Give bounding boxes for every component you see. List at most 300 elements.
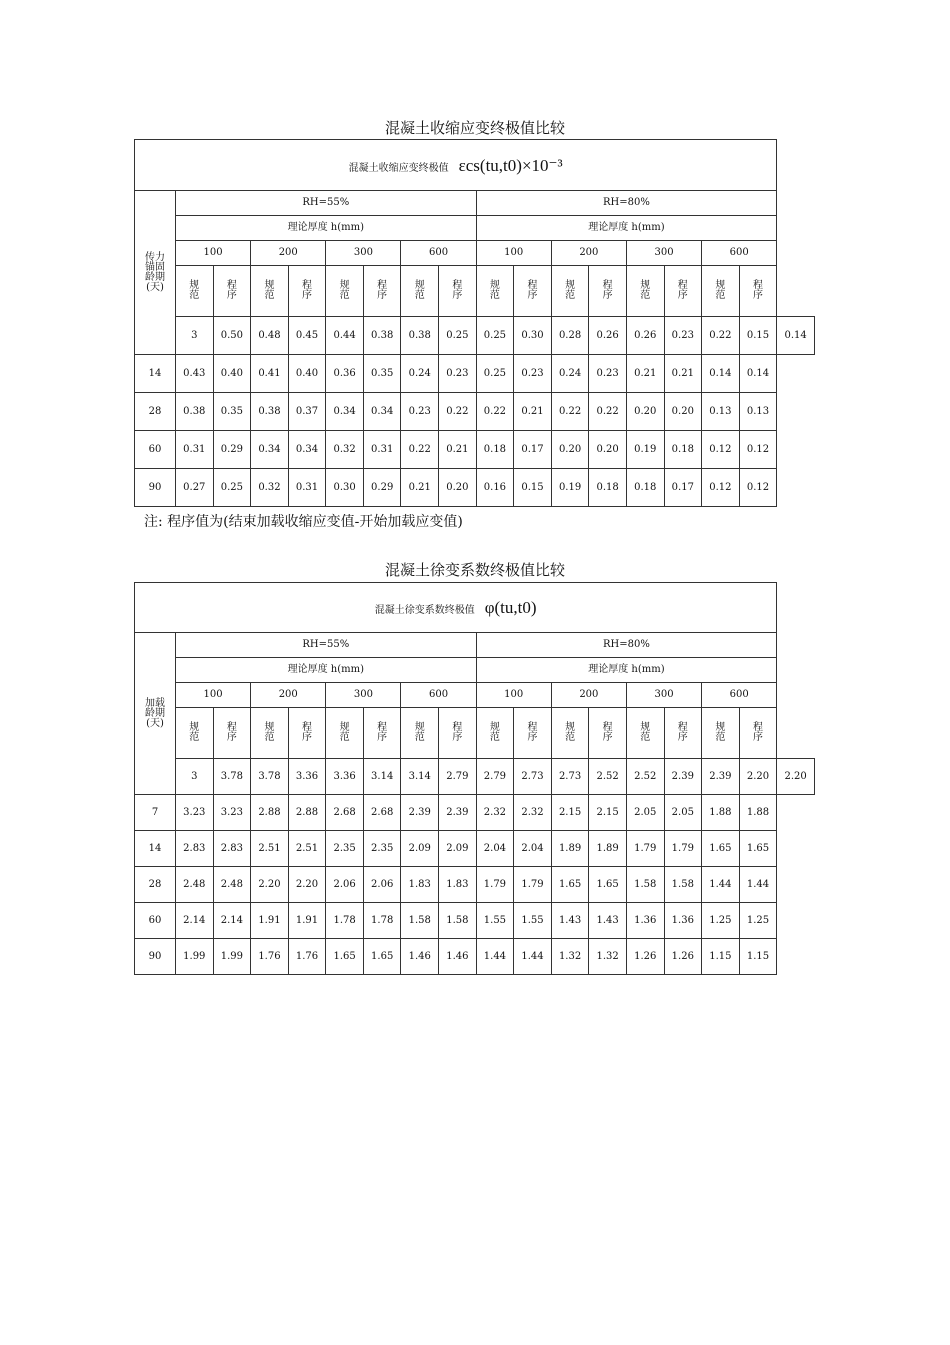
creep-value-cell: 1.32 (589, 939, 627, 975)
shrinkage-subheader-char: 范 (189, 290, 200, 301)
creep-value-cell: 2.09 (401, 831, 439, 867)
creep-value-cell: 2.39 (439, 795, 477, 831)
creep-value-cell: 3.36 (326, 759, 364, 795)
creep-subheader-char: 序 (452, 732, 463, 743)
shrinkage-table-note: 注: 程序值为(结束加载收缩应变值-开始加载应变值) (144, 514, 463, 530)
creep-value-cell: 3.14 (363, 759, 401, 795)
creep-row (135, 795, 815, 831)
creep-subheader-char: 规 (640, 722, 651, 733)
creep-thickness-value: 300 (626, 683, 701, 708)
shrinkage-value-cell: 0.20 (589, 431, 627, 469)
creep-value-cell: 1.44 (702, 867, 740, 903)
creep-value-cell: 2.20 (777, 759, 815, 795)
creep-row (135, 903, 815, 939)
creep-value-cell: 2.14 (176, 903, 214, 939)
creep-value-cell: 1.44 (739, 867, 777, 903)
shrinkage-value-cell: 0.28 (551, 317, 589, 355)
creep-subheader-char: 程 (527, 722, 538, 733)
creep-subheader (439, 708, 477, 759)
shrinkage-thickness-label-row (135, 216, 815, 241)
creep-value-cell: 1.65 (702, 831, 740, 867)
shrinkage-value-cell: 0.14 (739, 355, 777, 393)
shrinkage-subheader (514, 266, 552, 317)
shrinkage-value-cell: 0.12 (739, 469, 777, 507)
shrinkage-value-cell: 0.22 (589, 393, 627, 431)
shrinkage-rh-group: RH=80% (476, 191, 777, 216)
shrinkage-subheader-char: 序 (377, 290, 388, 301)
creep-thickness-row (135, 683, 815, 708)
shrinkage-value-cell: 0.19 (626, 431, 664, 469)
creep-value-cell: 2.39 (664, 759, 702, 795)
creep-subheader-char: 范 (715, 732, 726, 743)
shrinkage-subheader-char: 序 (602, 290, 613, 301)
creep-value-cell: 1.88 (739, 795, 777, 831)
shrinkage-formula: εcs(tu,t0)×10⁻³ (458, 155, 563, 175)
creep-subheader-char: 范 (264, 732, 275, 743)
shrinkage-value-cell: 0.25 (439, 317, 477, 355)
creep-value-cell: 2.06 (326, 867, 364, 903)
shrinkage-thickness-value: 600 (401, 241, 476, 266)
shrinkage-value-cell: 0.43 (176, 355, 214, 393)
creep-age-header-line: (天) (146, 717, 164, 729)
shrinkage-subheader-char: 规 (489, 280, 500, 291)
creep-subheader (626, 708, 664, 759)
shrinkage-subheader-char: 规 (565, 280, 576, 291)
creep-value-cell: 1.58 (626, 867, 664, 903)
shrinkage-rh-row (135, 191, 815, 216)
shrinkage-subheader-char: 程 (752, 280, 763, 291)
creep-value-cell: 1.46 (401, 939, 439, 975)
creep-value-cell: 1.99 (213, 939, 251, 975)
creep-value-cell: 1.91 (288, 903, 326, 939)
creep-value-cell: 2.73 (514, 759, 552, 795)
shrinkage-subheader-char: 序 (302, 290, 313, 301)
creep-subheader-char: 序 (602, 732, 613, 743)
shrinkage-subheader-char: 序 (752, 290, 763, 301)
shrinkage-age-cell: 14 (135, 355, 176, 393)
shrinkage-value-cell: 0.25 (213, 469, 251, 507)
shrinkage-value-cell: 0.34 (251, 431, 289, 469)
shrinkage-thickness-value: 200 (251, 241, 326, 266)
shrinkage-row (135, 317, 815, 355)
creep-thickness-value: 600 (702, 683, 777, 708)
shrinkage-value-cell: 0.32 (326, 431, 364, 469)
shrinkage-value-cell: 0.23 (401, 393, 439, 431)
shrinkage-value-cell: 0.34 (326, 393, 364, 431)
shrinkage-value-cell: 0.16 (476, 469, 514, 507)
creep-value-cell: 1.55 (514, 903, 552, 939)
shrinkage-value-cell: 0.12 (739, 431, 777, 469)
creep-value-cell: 2.20 (251, 867, 289, 903)
shrinkage-value-cell: 0.35 (213, 393, 251, 431)
creep-value-cell: 2.15 (589, 795, 627, 831)
creep-subheader (251, 708, 289, 759)
shrinkage-value-cell: 0.30 (514, 317, 552, 355)
creep-value-cell: 1.76 (288, 939, 326, 975)
creep-value-cell: 2.05 (664, 795, 702, 831)
creep-value-cell: 1.65 (326, 939, 364, 975)
creep-value-cell: 1.79 (626, 831, 664, 867)
shrinkage-age-cell: 28 (135, 393, 176, 431)
creep-value-cell: 2.88 (251, 795, 289, 831)
creep-table (134, 582, 815, 975)
creep-value-cell: 2.20 (739, 759, 777, 795)
creep-value-cell: 2.32 (476, 795, 514, 831)
creep-value-cell: 1.25 (702, 903, 740, 939)
creep-value-cell: 2.35 (326, 831, 364, 867)
creep-value-cell: 3.36 (288, 759, 326, 795)
creep-subheader (739, 708, 777, 759)
creep-subheader (551, 708, 589, 759)
shrinkage-age-header-line: 传力 (145, 251, 165, 263)
creep-value-cell: 2.32 (514, 795, 552, 831)
creep-table-caption: 混凝土徐变系数终极值比较 (384, 561, 565, 579)
shrinkage-value-cell: 0.48 (251, 317, 289, 355)
shrinkage-value-cell: 0.23 (589, 355, 627, 393)
creep-value-cell: 2.48 (213, 867, 251, 903)
creep-subheader-char: 规 (565, 722, 576, 733)
shrinkage-thickness-label: 理论厚度 h(mm) (176, 216, 477, 241)
creep-subheader (664, 708, 702, 759)
shrinkage-table-caption: 混凝土收缩应变终极值比较 (384, 119, 565, 137)
creep-value-cell: 1.65 (589, 867, 627, 903)
shrinkage-value-cell: 0.38 (363, 317, 401, 355)
shrinkage-value-cell: 0.40 (288, 355, 326, 393)
creep-age-header (135, 633, 176, 795)
creep-row (135, 867, 815, 903)
shrinkage-value-cell: 0.22 (439, 393, 477, 431)
shrinkage-table (134, 139, 815, 507)
shrinkage-value-cell: 0.17 (514, 431, 552, 469)
creep-value-cell: 2.73 (551, 759, 589, 795)
creep-value-cell: 1.15 (702, 939, 740, 975)
creep-subheader-char: 程 (677, 722, 688, 733)
shrinkage-value-cell: 0.27 (176, 469, 214, 507)
creep-value-cell: 1.25 (739, 903, 777, 939)
shrinkage-title-cell (135, 140, 777, 191)
shrinkage-value-cell: 0.20 (439, 469, 477, 507)
creep-age-cell: 14 (135, 831, 176, 867)
creep-value-cell: 2.83 (176, 831, 214, 867)
creep-value-cell: 2.09 (439, 831, 477, 867)
shrinkage-rh-group: RH=55% (176, 191, 477, 216)
shrinkage-value-cell: 0.21 (439, 431, 477, 469)
shrinkage-value-cell: 0.44 (326, 317, 364, 355)
creep-value-cell: 1.88 (702, 795, 740, 831)
creep-subheader-char: 范 (640, 732, 651, 743)
shrinkage-value-cell: 0.15 (739, 317, 777, 355)
creep-value-cell: 3.14 (401, 759, 439, 795)
creep-row (135, 939, 815, 975)
shrinkage-subheader-char: 规 (715, 280, 726, 291)
shrinkage-value-cell: 0.20 (551, 431, 589, 469)
creep-value-cell: 2.51 (288, 831, 326, 867)
shrinkage-subheader (702, 266, 740, 317)
creep-value-cell: 1.89 (551, 831, 589, 867)
shrinkage-value-cell: 0.22 (551, 393, 589, 431)
creep-value-cell: 1.26 (626, 939, 664, 975)
shrinkage-value-cell: 0.38 (176, 393, 214, 431)
creep-value-cell: 1.89 (589, 831, 627, 867)
creep-title: 混凝土徐变系数终极值 (374, 605, 475, 616)
creep-value-cell: 2.79 (439, 759, 477, 795)
creep-value-cell: 1.79 (514, 867, 552, 903)
shrinkage-age-cell: 60 (135, 431, 176, 469)
creep-value-cell: 1.32 (551, 939, 589, 975)
creep-rh-group: RH=80% (476, 633, 777, 658)
shrinkage-value-cell: 0.23 (664, 317, 702, 355)
creep-value-cell: 2.05 (626, 795, 664, 831)
creep-value-cell: 3.23 (176, 795, 214, 831)
shrinkage-subheader-char: 程 (452, 280, 463, 291)
creep-subheader (401, 708, 439, 759)
shrinkage-subheader (551, 266, 589, 317)
shrinkage-value-cell: 0.22 (401, 431, 439, 469)
shrinkage-value-cell: 0.15 (514, 469, 552, 507)
shrinkage-value-cell: 0.18 (476, 431, 514, 469)
creep-subheader-char: 程 (602, 722, 613, 733)
shrinkage-value-cell: 0.17 (664, 469, 702, 507)
creep-value-cell: 1.65 (363, 939, 401, 975)
shrinkage-subheader-char: 程 (602, 280, 613, 291)
creep-thickness-value: 300 (326, 683, 401, 708)
creep-value-cell: 1.65 (551, 867, 589, 903)
creep-subheader (589, 708, 627, 759)
shrinkage-subheader-char: 程 (527, 280, 538, 291)
creep-value-cell: 2.52 (589, 759, 627, 795)
creep-value-cell: 3.78 (213, 759, 251, 795)
creep-subheader-char: 规 (339, 722, 350, 733)
creep-value-cell: 2.04 (476, 831, 514, 867)
shrinkage-value-cell: 0.36 (326, 355, 364, 393)
shrinkage-subheader (439, 266, 477, 317)
shrinkage-subheader-char: 序 (677, 290, 688, 301)
creep-subheader-char: 范 (339, 732, 350, 743)
shrinkage-value-cell: 0.13 (739, 393, 777, 431)
shrinkage-value-cell: 0.31 (288, 469, 326, 507)
creep-value-cell: 2.52 (626, 759, 664, 795)
creep-subheader-char: 序 (302, 732, 313, 743)
creep-age-header-line: 龄期 (145, 707, 165, 719)
creep-value-cell: 1.65 (739, 831, 777, 867)
creep-subheader-char: 程 (302, 722, 313, 733)
creep-value-cell: 1.46 (439, 939, 477, 975)
creep-subheader-char: 序 (677, 732, 688, 743)
shrinkage-thickness-value: 600 (702, 241, 777, 266)
creep-subheader-row (135, 708, 815, 759)
creep-value-cell: 1.79 (664, 831, 702, 867)
creep-subheader-char: 序 (226, 732, 237, 743)
creep-value-cell: 2.04 (514, 831, 552, 867)
creep-thickness-value: 200 (251, 683, 326, 708)
shrinkage-subheader-char: 程 (377, 280, 388, 291)
shrinkage-value-cell: 0.21 (626, 355, 664, 393)
shrinkage-subheader (326, 266, 364, 317)
creep-subheader-char: 规 (189, 722, 200, 733)
shrinkage-thickness-value: 300 (326, 241, 401, 266)
creep-value-cell: 2.39 (702, 759, 740, 795)
shrinkage-row (135, 431, 815, 469)
shrinkage-value-cell: 0.37 (288, 393, 326, 431)
shrinkage-value-cell: 0.31 (363, 431, 401, 469)
shrinkage-thickness-label: 理论厚度 h(mm) (476, 216, 777, 241)
shrinkage-subheader (401, 266, 439, 317)
creep-value-cell: 1.26 (664, 939, 702, 975)
shrinkage-value-cell: 0.24 (401, 355, 439, 393)
creep-age-cell: 28 (135, 867, 176, 903)
shrinkage-thickness-value: 100 (476, 241, 551, 266)
shrinkage-age-header (135, 191, 176, 355)
shrinkage-subheader-char: 范 (339, 290, 350, 301)
shrinkage-value-cell: 0.22 (702, 317, 740, 355)
creep-value-cell: 1.43 (551, 903, 589, 939)
shrinkage-subheader-char: 范 (489, 290, 500, 301)
creep-row (135, 831, 815, 867)
creep-age-cell: 7 (135, 795, 176, 831)
shrinkage-subheader-char: 程 (226, 280, 237, 291)
creep-subheader-char: 程 (226, 722, 237, 733)
shrinkage-row (135, 393, 815, 431)
shrinkage-thickness-value: 200 (551, 241, 626, 266)
creep-thickness-label: 理论厚度 h(mm) (176, 658, 477, 683)
shrinkage-value-cell: 0.29 (363, 469, 401, 507)
shrinkage-value-cell: 0.31 (176, 431, 214, 469)
shrinkage-value-cell: 0.19 (551, 469, 589, 507)
shrinkage-value-cell: 0.41 (251, 355, 289, 393)
creep-subheader-char: 程 (377, 722, 388, 733)
shrinkage-subheader-char: 范 (715, 290, 726, 301)
creep-value-cell: 1.15 (739, 939, 777, 975)
shrinkage-title-row (135, 140, 815, 191)
shrinkage-subheader (664, 266, 702, 317)
shrinkage-subheader (739, 266, 777, 317)
creep-thickness-value: 600 (401, 683, 476, 708)
shrinkage-age-header-line: 龄期 (145, 271, 165, 283)
creep-subheader (326, 708, 364, 759)
creep-subheader-char: 范 (565, 732, 576, 743)
creep-subheader-char: 规 (715, 722, 726, 733)
creep-value-cell: 1.55 (476, 903, 514, 939)
creep-age-cell: 60 (135, 903, 176, 939)
creep-subheader-char: 序 (377, 732, 388, 743)
shrinkage-thickness-value: 100 (176, 241, 251, 266)
creep-age-cell: 90 (135, 939, 176, 975)
creep-subheader-char: 序 (527, 732, 538, 743)
shrinkage-subheader-char: 规 (640, 280, 651, 291)
creep-value-cell: 2.68 (363, 795, 401, 831)
shrinkage-value-cell: 0.34 (288, 431, 326, 469)
creep-value-cell: 1.76 (251, 939, 289, 975)
shrinkage-value-cell: 0.21 (401, 469, 439, 507)
creep-value-cell: 1.83 (439, 867, 477, 903)
shrinkage-value-cell: 0.18 (589, 469, 627, 507)
creep-value-cell: 1.79 (476, 867, 514, 903)
creep-subheader (288, 708, 326, 759)
shrinkage-value-cell: 0.50 (213, 317, 251, 355)
creep-rh-row (135, 633, 815, 658)
shrinkage-value-cell: 0.38 (251, 393, 289, 431)
shrinkage-subheader-char: 序 (527, 290, 538, 301)
creep-subheader (176, 708, 214, 759)
shrinkage-subheader-char: 序 (452, 290, 463, 301)
creep-rh-group: RH=55% (176, 633, 477, 658)
creep-value-cell: 1.44 (476, 939, 514, 975)
creep-subheader (702, 708, 740, 759)
shrinkage-value-cell: 0.13 (702, 393, 740, 431)
shrinkage-subheader-char: 范 (264, 290, 275, 301)
shrinkage-value-cell: 0.29 (213, 431, 251, 469)
shrinkage-age-header-line: (天) (146, 281, 164, 293)
creep-subheader-char: 规 (414, 722, 425, 733)
shrinkage-subheader (589, 266, 627, 317)
shrinkage-subheader (288, 266, 326, 317)
shrinkage-age-header-line: 锚固 (145, 261, 165, 273)
creep-value-cell: 1.58 (401, 903, 439, 939)
shrinkage-value-cell: 0.35 (363, 355, 401, 393)
creep-subheader-char: 规 (264, 722, 275, 733)
shrinkage-thickness-value: 300 (626, 241, 701, 266)
shrinkage-age-cell: 3 (176, 317, 214, 355)
creep-age-header-line: 加载 (145, 697, 165, 709)
creep-thickness-value: 100 (476, 683, 551, 708)
shrinkage-subheader-char: 范 (414, 290, 425, 301)
creep-value-cell: 3.23 (213, 795, 251, 831)
creep-value-cell: 2.68 (326, 795, 364, 831)
shrinkage-subheader-char: 范 (640, 290, 651, 301)
creep-thickness-label: 理论厚度 h(mm) (476, 658, 777, 683)
creep-value-cell: 1.36 (664, 903, 702, 939)
shrinkage-value-cell: 0.12 (702, 469, 740, 507)
shrinkage-value-cell: 0.34 (363, 393, 401, 431)
shrinkage-subheader-char: 规 (189, 280, 200, 291)
creep-value-cell: 2.79 (476, 759, 514, 795)
shrinkage-subheader (476, 266, 514, 317)
shrinkage-subheader-char: 序 (226, 290, 237, 301)
creep-value-cell: 1.43 (589, 903, 627, 939)
creep-subheader-char: 范 (489, 732, 500, 743)
shrinkage-value-cell: 0.23 (514, 355, 552, 393)
creep-formula: φ(tu,t0) (484, 598, 537, 617)
shrinkage-value-cell: 0.30 (326, 469, 364, 507)
creep-subheader (476, 708, 514, 759)
creep-value-cell: 2.88 (288, 795, 326, 831)
creep-value-cell: 1.36 (626, 903, 664, 939)
creep-value-cell: 2.06 (363, 867, 401, 903)
shrinkage-value-cell: 0.23 (439, 355, 477, 393)
creep-value-cell: 2.14 (213, 903, 251, 939)
creep-value-cell: 2.35 (363, 831, 401, 867)
creep-value-cell: 1.78 (363, 903, 401, 939)
shrinkage-value-cell: 0.45 (288, 317, 326, 355)
creep-subheader-char: 程 (452, 722, 463, 733)
creep-thickness-value: 100 (176, 683, 251, 708)
shrinkage-value-cell: 0.26 (626, 317, 664, 355)
shrinkage-value-cell: 0.21 (514, 393, 552, 431)
shrinkage-value-cell: 0.20 (626, 393, 664, 431)
creep-value-cell: 2.51 (251, 831, 289, 867)
shrinkage-subheader-char: 程 (677, 280, 688, 291)
creep-subheader-char: 程 (752, 722, 763, 733)
creep-value-cell: 1.58 (439, 903, 477, 939)
shrinkage-subheader (213, 266, 251, 317)
shrinkage-value-cell: 0.25 (476, 355, 514, 393)
creep-value-cell: 2.39 (401, 795, 439, 831)
shrinkage-value-cell: 0.20 (664, 393, 702, 431)
creep-subheader-char: 规 (489, 722, 500, 733)
shrinkage-subheader-char: 程 (302, 280, 313, 291)
shrinkage-value-cell: 0.14 (777, 317, 815, 355)
shrinkage-subheader (176, 266, 214, 317)
